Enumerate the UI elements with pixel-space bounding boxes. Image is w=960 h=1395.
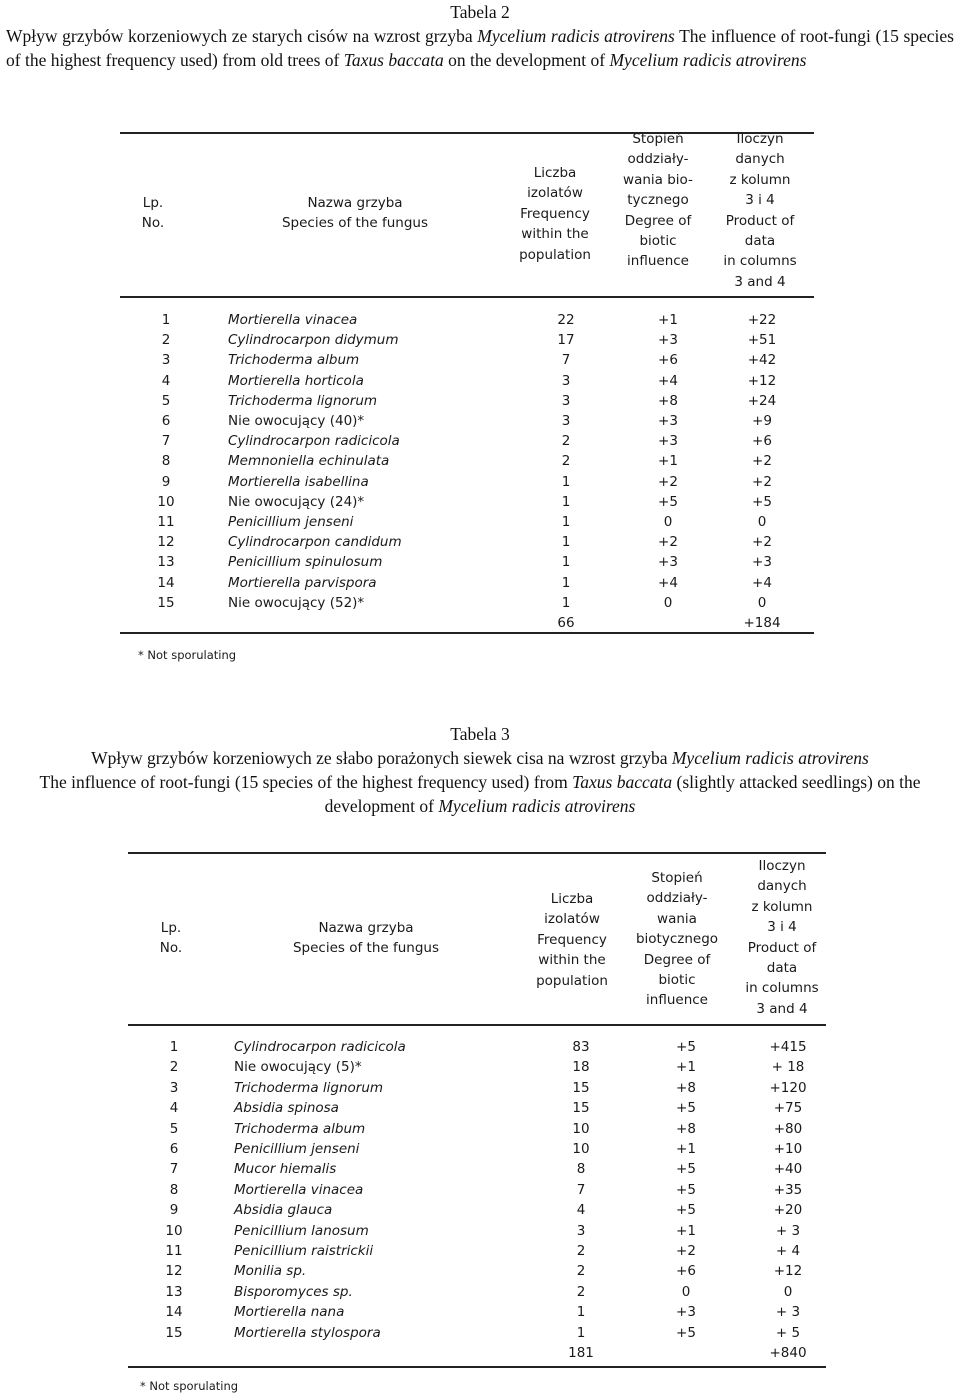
species-name: Trichoderma lignorum: [234, 1079, 384, 1096]
degree-value: +3: [658, 554, 678, 571]
row-number: 2: [169, 1059, 179, 1076]
row-number: 12: [157, 534, 175, 551]
row-number: 3: [161, 352, 171, 369]
product-value: +12: [747, 372, 777, 389]
table-row: [0, 1261, 960, 1281]
header-line: population: [519, 246, 591, 263]
product-value: + 3: [775, 1222, 801, 1239]
table-row: [0, 1200, 960, 1220]
degree-value: +5: [676, 1181, 696, 1198]
product-value: +3: [752, 554, 772, 571]
species-name: Absidia glauca: [234, 1202, 333, 1219]
header-line: Product of: [725, 212, 795, 229]
species-name: Mortierella vinacea: [234, 1181, 364, 1198]
species-name: Trichoderma album: [228, 352, 360, 369]
header-line: tycznego: [627, 192, 689, 209]
row-number: 13: [165, 1283, 183, 1300]
header-line: influence: [627, 253, 689, 270]
frequency-value: 1: [561, 554, 571, 571]
species-name: Mortierella horticola: [228, 372, 364, 389]
row-number: 10: [157, 493, 175, 510]
species-name: Mortierella isabellina: [228, 473, 369, 490]
species-name: Nie owocujący (24)*: [228, 493, 365, 510]
product-value: +5: [752, 493, 772, 510]
table3-caption-pl-species: Mycelium radicis atrovirens: [671, 748, 869, 768]
row-number: 9: [161, 473, 171, 490]
totals-row: [0, 1343, 960, 1363]
degree-value: 0: [681, 1283, 691, 1300]
table2-caption-en-species1: Taxus baccata: [343, 50, 444, 70]
header-line: data: [766, 960, 798, 977]
product-value: +12: [773, 1263, 803, 1280]
row-number: 15: [157, 594, 175, 611]
header-line: Stopień: [632, 131, 684, 147]
row-number: 11: [157, 514, 175, 530]
row-number: 3: [169, 1079, 179, 1096]
species-name: Mortierella nana: [234, 1304, 345, 1321]
species-name: Mortierella parvispora: [228, 574, 377, 591]
degree-value: +8: [676, 1120, 696, 1137]
table2-caption-pl-species: Mycelium radicis atrovirens: [477, 26, 675, 46]
species-name: Nie owocujący (5)*: [234, 1059, 362, 1076]
header-line: No.: [141, 215, 165, 232]
header-line: wania: [657, 910, 697, 927]
header-line: 3 and 4: [734, 273, 786, 290]
header-line: Nazwa grzyba: [307, 195, 403, 211]
header-line: oddziały-: [646, 890, 708, 907]
header-line: Iloczyn: [758, 858, 806, 874]
product-value: +120: [769, 1079, 807, 1096]
frequency-value: 3: [561, 392, 571, 409]
header-line: Stopień: [651, 870, 703, 886]
frequency-value: 1: [576, 1324, 586, 1341]
row-number: 1: [169, 1039, 179, 1055]
header-line: 3 i 4: [745, 192, 775, 209]
header-line: 3 and 4: [756, 1000, 808, 1017]
header-line: Frequency: [537, 931, 607, 948]
frequency-value: 7: [561, 352, 571, 369]
header-line: izolatów: [527, 185, 583, 202]
table3-footnote: * Not sporulating: [140, 1379, 239, 1393]
species-name: Cylindrocarpon didymum: [228, 332, 399, 349]
degree-value: +6: [658, 352, 678, 369]
species-name: Penicillium raistrickii: [234, 1243, 374, 1259]
table-row: [0, 1078, 960, 1098]
table3-header-name: [266, 918, 466, 959]
table2-caption-en-species2: Mycelium radicis atrovirens: [609, 50, 807, 70]
header-line: Product of: [747, 939, 817, 956]
header-line: within the: [521, 226, 589, 243]
row-number: 7: [161, 433, 171, 450]
product-value: + 5: [775, 1324, 801, 1341]
frequency-value: 7: [576, 1181, 586, 1198]
table3-caption-en-2: (slightly attacked seedlings) on the development of: [324, 772, 921, 816]
degree-value: +1: [658, 312, 678, 328]
degree-value: +3: [658, 332, 678, 349]
degree-value: +8: [676, 1079, 696, 1096]
row-number: 9: [169, 1202, 179, 1219]
frequency-value: 2: [576, 1243, 586, 1259]
table-row: [0, 1159, 960, 1179]
product-value: +51: [747, 332, 777, 349]
header-line: Liczba: [550, 891, 594, 907]
header-line: Lp.: [142, 195, 164, 211]
frequency-value: 2: [561, 453, 571, 470]
species-name: Mortierella stylospora: [234, 1324, 381, 1341]
row-number: 6: [161, 413, 171, 429]
table-row: [0, 1302, 960, 1322]
frequency-value: 1: [561, 594, 571, 611]
header-line: izolatów: [544, 911, 600, 928]
product-value: +6: [752, 433, 772, 450]
table-row: [0, 1037, 960, 1057]
degree-value: +4: [658, 372, 678, 389]
row-number: 13: [157, 554, 175, 571]
row-number: 15: [165, 1324, 183, 1341]
frequency-value: 15: [572, 1079, 590, 1096]
total-frequency: 181: [568, 1345, 594, 1361]
product-value: +4: [752, 574, 772, 591]
row-number: 10: [165, 1222, 183, 1239]
row-number: 1: [161, 312, 171, 328]
header-line: population: [536, 972, 608, 989]
frequency-value: 3: [561, 413, 571, 429]
degree-value: +5: [676, 1202, 696, 1219]
species-name: Cylindrocarpon radicicola: [234, 1039, 406, 1055]
header-line: Lp.: [160, 920, 182, 936]
frequency-value: 17: [557, 332, 575, 349]
degree-value: +5: [676, 1324, 696, 1341]
product-value: +40: [773, 1161, 803, 1178]
header-line: danych: [757, 878, 807, 895]
header-line: danych: [735, 151, 785, 168]
product-value: +10: [773, 1141, 803, 1157]
product-value: +80: [773, 1120, 803, 1137]
species-name: Penicillium jenseni: [234, 1141, 360, 1157]
header-line: Species of the fungus: [281, 215, 429, 232]
header-line: wania bio-: [623, 171, 693, 188]
species-name: Monilia sp.: [234, 1263, 307, 1280]
table-row: [0, 1057, 960, 1077]
table2-caption-en: The influence of root-fungi (15 species of the highest frequency used) from old trees of: [6, 26, 954, 70]
table3-header-freq: [522, 889, 622, 991]
header-line: in columns: [723, 253, 797, 270]
degree-value: +1: [676, 1059, 696, 1076]
product-value: +9: [752, 413, 772, 429]
frequency-value: 3: [561, 372, 571, 389]
frequency-value: 1: [576, 1304, 586, 1321]
frequency-value: 15: [572, 1100, 590, 1117]
header-line: biotic: [658, 972, 696, 989]
degree-value: +6: [676, 1263, 696, 1280]
product-value: 0: [757, 514, 767, 530]
row-number: 4: [161, 372, 171, 389]
frequency-value: 1: [561, 514, 571, 530]
row-number: 7: [169, 1161, 179, 1178]
product-value: 0: [757, 594, 767, 611]
header-line: biotic: [639, 233, 677, 250]
total-frequency: 66: [557, 615, 575, 631]
product-value: +22: [747, 312, 777, 328]
table3-header-no: [146, 918, 196, 959]
header-line: z kolumn: [751, 898, 813, 915]
table-row: [0, 1221, 960, 1241]
table3-label: Tabela 3: [450, 724, 510, 744]
table3-caption-en: The influence of root-fungi (15 species of the highest frequency used) from: [39, 772, 573, 792]
table3-caption-pl: Wpływ grzybów korzeniowych ze słabo porażonych siewek cisa na wzrost grzyba: [91, 748, 672, 768]
species-name: Cylindrocarpon candidum: [228, 534, 402, 551]
table3-bottom-rule: [128, 1366, 826, 1368]
species-name: Penicillium jenseni: [228, 514, 354, 530]
row-number: 12: [165, 1263, 183, 1280]
table-row: [0, 1180, 960, 1200]
species-name: Absidia spinosa: [234, 1100, 339, 1117]
header-line: Species of the fungus: [292, 940, 440, 957]
frequency-value: 1: [561, 473, 571, 490]
product-value: +2: [752, 473, 772, 490]
table3-caption-en-species1: Taxus baccata: [572, 772, 673, 792]
product-value: + 4: [775, 1243, 801, 1259]
frequency-value: 1: [561, 534, 571, 551]
table3-header-prod: [732, 856, 832, 1019]
degree-value: 0: [663, 514, 673, 530]
species-name: Cylindrocarpon radicicola: [228, 433, 400, 450]
product-value: +2: [752, 534, 772, 551]
table-row: [0, 1119, 960, 1139]
frequency-value: 22: [557, 312, 575, 328]
table-row: [0, 1139, 960, 1159]
frequency-value: 10: [572, 1120, 590, 1137]
frequency-value: 8: [576, 1161, 586, 1178]
degree-value: +5: [676, 1100, 696, 1117]
degree-value: +5: [676, 1161, 696, 1178]
frequency-value: 1: [561, 493, 571, 510]
frequency-value: 4: [576, 1202, 586, 1219]
header-line: in columns: [745, 980, 819, 997]
table3-header-deg: [627, 868, 727, 1011]
degree-value: +3: [658, 413, 678, 429]
frequency-value: 1: [561, 574, 571, 591]
degree-value: +2: [658, 473, 678, 490]
degree-value: +2: [658, 534, 678, 551]
product-value: +24: [747, 392, 777, 409]
species-name: Bisporomyces sp.: [234, 1283, 353, 1300]
table-row: [0, 1098, 960, 1118]
product-value: +20: [773, 1202, 803, 1219]
degree-value: +3: [676, 1304, 696, 1321]
species-name: Trichoderma album: [234, 1120, 366, 1137]
header-line: No.: [159, 940, 183, 957]
table2-footnote: * Not sporulating: [138, 648, 237, 662]
degree-value: +3: [658, 433, 678, 450]
degree-value: +5: [658, 493, 678, 510]
species-name: Nie owocujący (52)*: [228, 594, 365, 611]
product-value: 0: [783, 1283, 793, 1300]
frequency-value: 2: [561, 433, 571, 450]
frequency-value: 2: [576, 1263, 586, 1280]
product-value: +42: [747, 352, 777, 369]
species-name: Mucor hiemalis: [234, 1161, 337, 1178]
row-number: 6: [169, 1141, 179, 1157]
row-number: 8: [161, 453, 171, 470]
table3-caption-en-species2: Mycelium radicis atrovirens: [438, 796, 636, 816]
species-name: Memnoniella echinulata: [228, 453, 390, 470]
product-value: +415: [769, 1039, 807, 1055]
header-line: 3 i 4: [767, 919, 797, 936]
degree-value: +1: [676, 1222, 696, 1239]
frequency-value: 3: [576, 1222, 586, 1239]
row-number: 5: [169, 1120, 179, 1137]
degree-value: +1: [676, 1141, 696, 1157]
table-row: [0, 1241, 960, 1261]
header-line: Degree of: [643, 951, 711, 968]
species-name: Penicillium lanosum: [234, 1222, 369, 1239]
frequency-value: 83: [572, 1039, 590, 1055]
table2-label: Tabela 2: [450, 2, 510, 22]
product-value: +2: [752, 453, 772, 470]
frequency-value: 10: [572, 1141, 590, 1157]
table-row: [0, 1323, 960, 1343]
header-line: Degree of: [624, 212, 692, 229]
header-line: biotycznego: [635, 931, 719, 948]
header-line: Iloczyn: [736, 131, 784, 147]
frequency-value: 18: [572, 1059, 590, 1076]
product-value: + 3: [775, 1304, 801, 1321]
row-number: 2: [161, 332, 171, 349]
product-value: + 18: [771, 1059, 805, 1076]
degree-value: +4: [658, 574, 678, 591]
row-number: 14: [165, 1304, 183, 1321]
species-name: Trichoderma lignorum: [228, 392, 378, 409]
table2-caption-en-2: on the development of: [443, 50, 610, 70]
header-line: oddziały-: [627, 151, 689, 168]
row-number: 8: [169, 1181, 179, 1198]
species-name: Mortierella vinacea: [228, 312, 358, 328]
header-line: Nazwa grzyba: [318, 920, 414, 936]
total-product: +184: [743, 615, 781, 631]
degree-value: +5: [676, 1039, 696, 1055]
row-number: 5: [161, 392, 171, 409]
header-line: data: [744, 233, 776, 250]
table2-caption-pl: Wpływ grzybów korzeniowych ze starych cisów na wzrost grzyba: [6, 26, 478, 46]
row-number: 11: [165, 1243, 183, 1259]
header-line: within the: [538, 952, 606, 969]
header-line: Frequency: [520, 205, 590, 222]
degree-value: +1: [658, 453, 678, 470]
product-value: +35: [773, 1181, 803, 1198]
table-row: [0, 1282, 960, 1302]
header-line: Liczba: [533, 165, 577, 181]
degree-value: +2: [676, 1243, 696, 1259]
total-product: +840: [769, 1345, 807, 1361]
species-name: Penicillium spinulosum: [228, 554, 383, 571]
header-line: z kolumn: [729, 171, 791, 188]
degree-value: +8: [658, 392, 678, 409]
species-name: Nie owocujący (40)*: [228, 413, 365, 429]
table3-top-rule: [128, 852, 826, 854]
frequency-value: 2: [576, 1283, 586, 1300]
degree-value: 0: [663, 594, 673, 611]
row-number: 4: [169, 1100, 179, 1117]
header-line: influence: [646, 992, 708, 1009]
product-value: +75: [773, 1100, 803, 1117]
table3-header-rule: [128, 1024, 826, 1026]
row-number: 14: [157, 574, 175, 591]
